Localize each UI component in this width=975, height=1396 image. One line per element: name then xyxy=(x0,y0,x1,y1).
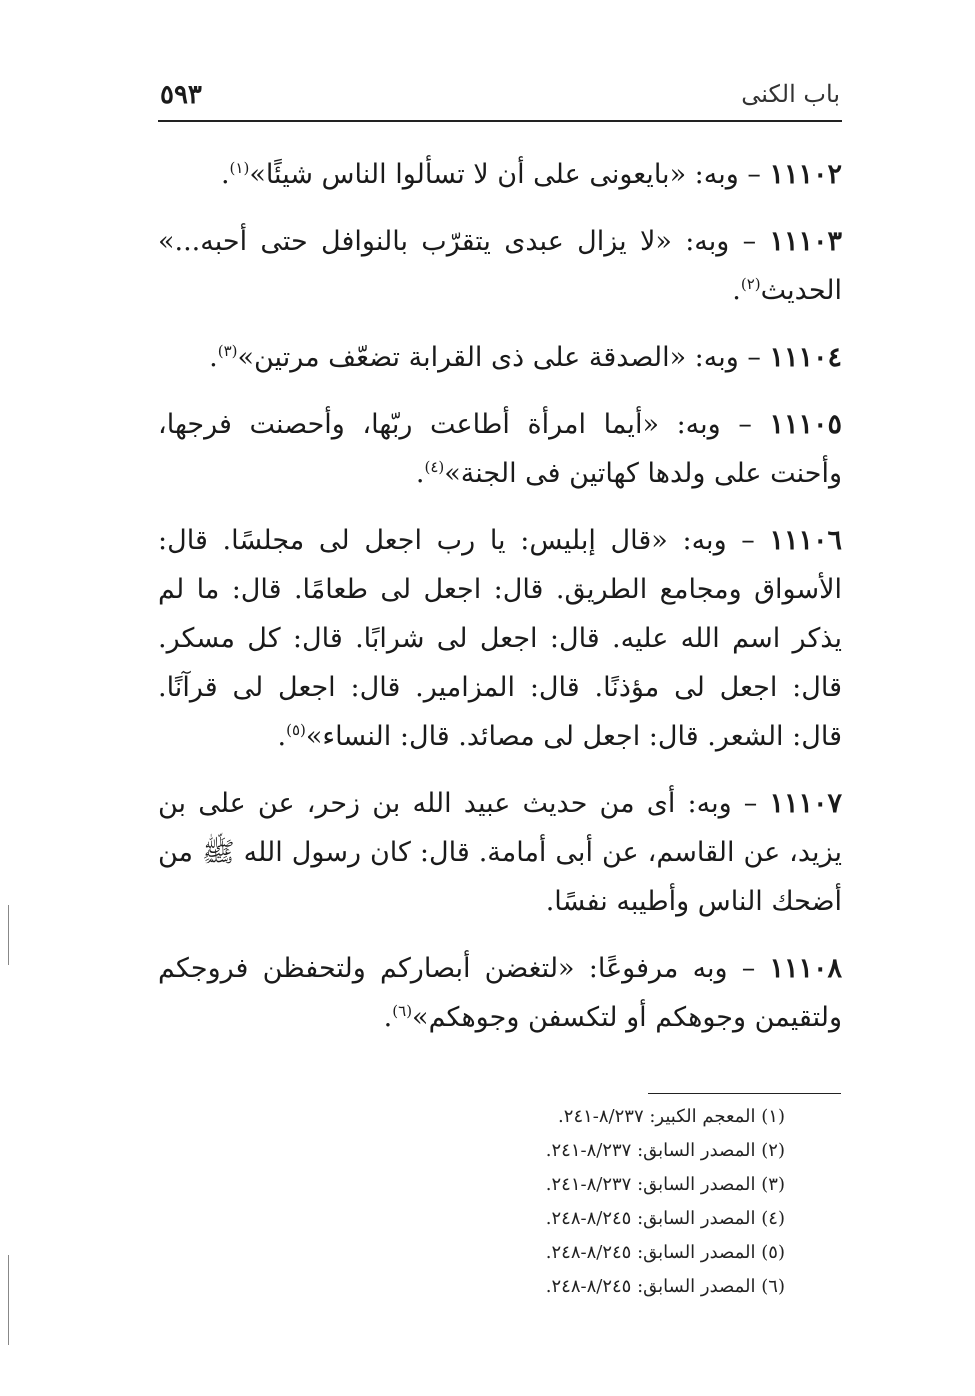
footnote-3: (٣) المصدر السابق: ٨/٢٣٧-٢٤١. xyxy=(545,1174,785,1195)
hadith-entry-11105: ١١١٠٥ – وبه: «أيما امرأة أطاعت ربّها، وأحصنت فرجها، وأحنت على ولدها كهاتين فى الجنة»$^{(٤)}$. xyxy=(158,409,842,489)
hadith-entry-11103: ١١١٠٣ – وبه: «لا يزال عبدى يتقرّب بالنوافل حتى أحبه...» الحديث$^{(٢)}$. xyxy=(158,226,842,306)
entry-number: ١١١٠٣ xyxy=(769,226,842,257)
footnote-2: (٢) المصدر السابق: ٨/٢٣٧-٢٤١. xyxy=(545,1140,785,1161)
footnote-ref[interactable]: (٢) xyxy=(740,275,761,293)
entry-number: ١١١٠٦ xyxy=(769,525,842,556)
entry-text: – وبه: «أيما امرأة أطاعت ربّها، وأحصنت فرجها، وأحنت على ولدها كهاتين فى الجنة» xyxy=(158,409,842,489)
footnote-ref[interactable]: (٣) xyxy=(217,342,238,360)
scan-margin-mark xyxy=(8,1255,9,1345)
entry-text: – وبه: «قال إبليس: يا رب اجعل لى مجلسًا. قال: الأسواق ومجامع الطريق. قال: اجعل لى طعامًا. قال: ما لم يذكر اسم الله عليه. قال: اجعل لى شرابًا. قال: كل مسكر. قال: اجعل لى مؤذنًا. قال: المزامير. قال: اجعل لى قرآنًا. قال: الشعر. قال: اجعل لى مصائد. قال: النساء» xyxy=(158,525,842,752)
entry-number: ١١١٠٢ xyxy=(769,159,842,190)
hadith-entry-11108: ١١١٠٨ – وبه مرفوعًا: «لتغضن أبصاركم ولتحفظن فروجكم ولتقيمن وجوهكم أو لتكسفن وجوهكم»$^{(٦)}$. xyxy=(158,953,842,1033)
scan-margin-mark xyxy=(8,905,9,965)
entry-number: ١١١٠٨ xyxy=(769,953,842,984)
hadith-entry-11104: ١١١٠٤ – وبه: «الصدقة على ذى القرابة تضعّف مرتين»$^{(٣)}$. xyxy=(209,342,842,373)
footnote-6: (٦) المصدر السابق: ٨/٢٤٥-٢٤٨. xyxy=(545,1276,785,1297)
entry-text: – وبه: «الصدقة على ذى القرابة تضعّف مرتين» xyxy=(237,342,761,373)
footnotes xyxy=(385,1100,785,1304)
entry-number: ١١١٠٤ xyxy=(769,342,842,373)
running-header-chapter: باب الكنى xyxy=(741,80,840,108)
hadith-entry-11102: ١١١٠٢ – وبه: «بايعونى على أن لا تسألوا الناس شيئًا»$^{(١)}$. xyxy=(220,159,842,190)
entry-number: ١١١٠٥ xyxy=(769,409,842,440)
entry-text: – وبه: أى من حديث عبيد الله بن زحر، عن على بن يزيد، عن القاسم، عن أبى أمامة. قال: كان رسول الله ﷺ من أضحك الناس وأطيبه نفسًا. xyxy=(158,788,842,917)
footnote-5: (٥) المصدر السابق: ٨/٢٤٥-٢٤٨. xyxy=(545,1242,785,1263)
footnote-1: (١) المعجم الكبير: ٨/٢٣٧-٢٤١. xyxy=(558,1106,785,1127)
hadith-entry-11107 xyxy=(158,779,842,926)
page-number: ٥٩٣ xyxy=(160,80,202,110)
footnote-4: (٤) المصدر السابق: ٨/٢٤٥-٢٤٨. xyxy=(545,1208,785,1229)
entry-number: ١١١٠٧ xyxy=(769,788,842,819)
footnote-separator xyxy=(648,1093,841,1094)
footnote-ref[interactable]: (١) xyxy=(229,159,250,177)
hadith-entry-11106: ١١١٠٦ – وبه: «قال إبليس: يا رب اجعل لى مجلسًا. قال: الأسواق ومجامع الطريق. قال: اجعل لى طعامًا. قال: ما لم يذكر اسم الله عليه. قال: اجعل لى شرابًا. قال: كل مسكر. قال: اجعل لى مؤذنًا. قال: المزامير. قال: اجعل لى قرآنًا. قال: الشعر. قال: اجعل لى مصائد. قال: النساء»$^{(٥)}$. xyxy=(158,525,842,752)
entry-text: – وبه: «لا يزال عبدى يتقرّب بالنوافل حتى أحبه...» الحديث xyxy=(158,226,842,306)
footnote-ref[interactable]: (٥) xyxy=(286,721,306,739)
footnote-ref[interactable]: (٦) xyxy=(392,1002,413,1020)
header-rule xyxy=(158,120,842,122)
entry-text: – وبه مرفوعًا: «لتغضن أبصاركم ولتحفظن فروجكم ولتقيمن وجوهكم أو لتكسفن وجوهكم» xyxy=(158,953,842,1033)
entry-text: – وبه: «بايعونى على أن لا تسألوا الناس شيئًا» xyxy=(249,159,761,190)
footnote-ref[interactable]: (٤) xyxy=(424,458,445,476)
main-text xyxy=(158,150,842,1060)
